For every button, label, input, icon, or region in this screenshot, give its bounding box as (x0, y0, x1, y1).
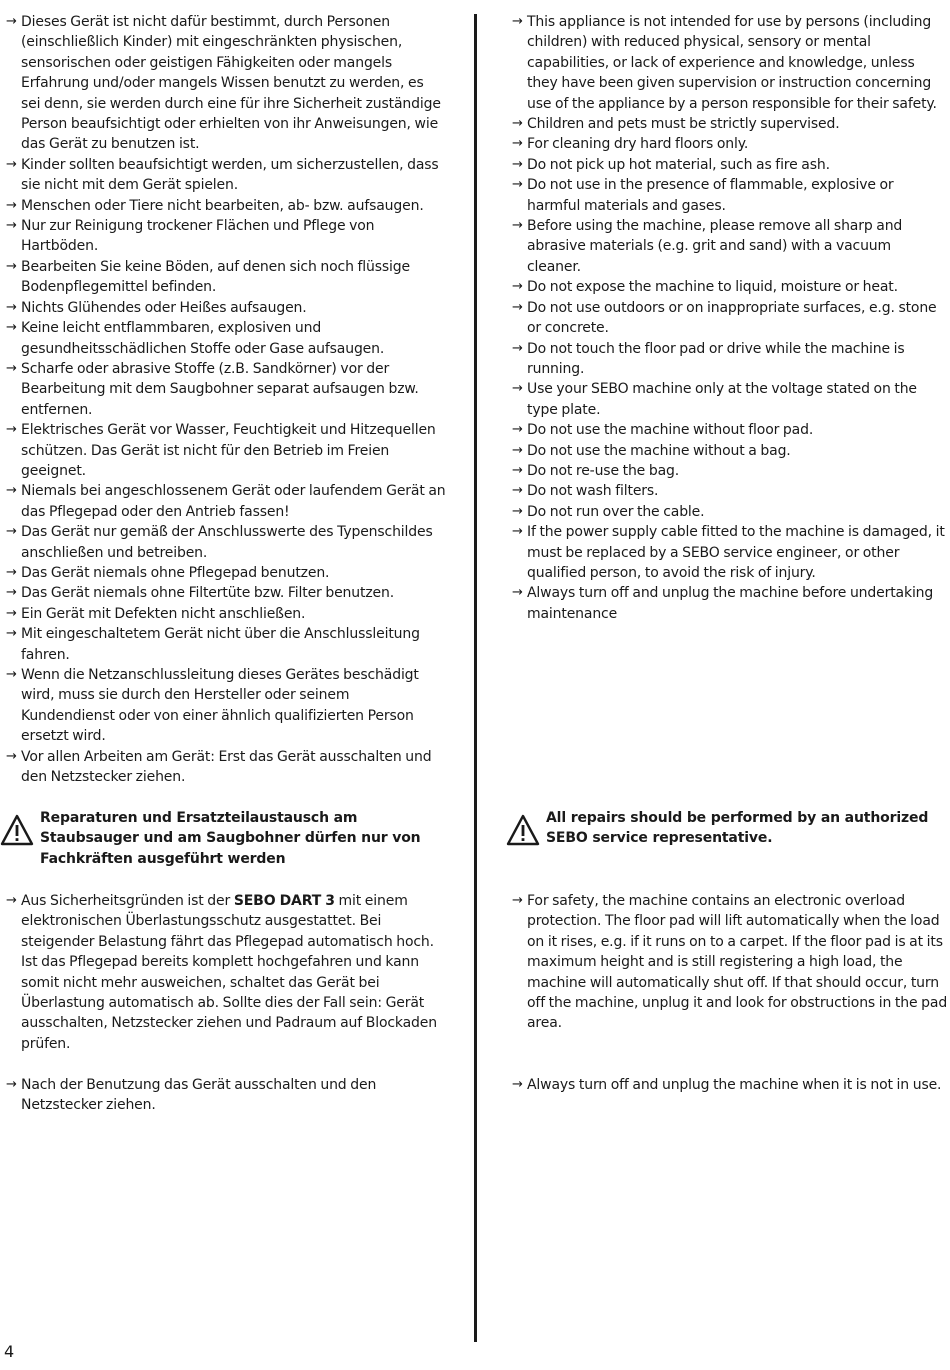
arrow-icon: → (6, 156, 17, 172)
list-item: → Do not re-use the bag. (512, 461, 948, 481)
arrow-icon: → (6, 605, 17, 621)
warning-text: All repairs should be performed by an authorized SEBO service representative. (546, 810, 929, 847)
arrow-icon: → (512, 299, 523, 315)
list-item: → Elektrisches Gerät vor Wasser, Feuchtigkeit und Hitzequellen schützen. Das Gerät ist nicht für den Betrieb im Freien geeignet. (6, 422, 436, 479)
list-item: → Nichts Glühendes oder Heißes aufsaugen. (6, 298, 446, 318)
arrow-icon: → (512, 503, 523, 519)
english-column (512, 12, 948, 624)
list-item: → Do not expose the machine to liquid, moisture or heat. (512, 277, 948, 297)
list-item: → Vor allen Arbeiten am Gerät: Erst das Gerät ausschalten und den Netzstecker ziehen. (6, 748, 432, 786)
arrow-icon: → (6, 1077, 17, 1092)
product-name: SEBO DART 3 (233, 893, 335, 909)
german-warning (0, 808, 440, 869)
arrow-icon: → (6, 893, 17, 908)
list-item: → Before using the machine, please remove all sharp and abrasive materials (e.g. grit and sand) with a vacuum cleaner. (512, 218, 903, 275)
arrow-icon: → (6, 748, 17, 764)
arrow-icon: → (6, 258, 17, 274)
list-item: → Kinder sollten beaufsichtigt werden, um sicherzustellen, dass sie nicht mit dem Gerät spielen. (6, 156, 439, 194)
warning-triangle-icon (0, 814, 34, 846)
list-item: → Do not pick up hot material, such as fire ash. (512, 155, 948, 175)
arrow-icon: → (512, 218, 523, 234)
list-item: → Ein Gerät mit Defekten nicht anschließen. (6, 604, 446, 624)
page-number: 4 (4, 1342, 15, 1361)
arrow-icon: → (512, 422, 523, 438)
arrow-icon: → (6, 564, 17, 580)
list-item: → Do not use the machine without a bag. (512, 441, 948, 461)
arrow-icon: → (512, 116, 523, 132)
list-item: → Do not use in the presence of flammable, explosive or harmful materials and gases. (512, 177, 894, 214)
list-item: → Do not use the machine without floor pad. (512, 420, 948, 440)
arrow-icon: → (512, 136, 523, 152)
list-item: → Do not wash filters. (512, 481, 948, 501)
arrow-icon: → (512, 585, 523, 601)
arrow-icon: → (6, 626, 17, 642)
list-item: → Use your SEBO machine only at the voltage stated on the type plate. (512, 381, 917, 418)
warning-text: Reparaturen und Ersatzteilaustausch am Staubsauger und am Saugbohner dürfen nur von Fachkräften ausgeführt werden (40, 810, 421, 867)
arrow-icon: → (512, 381, 523, 397)
arrow-icon: → (6, 14, 17, 29)
arrow-icon: → (6, 422, 17, 438)
list-item: → Wenn die Netzanschlussleitung dieses Gerätes beschädigt wird, muss sie durch den Hersteller oder seinem Kundendienst oder von einer ähnlich qualifizierten Person ersetzt wird. (6, 667, 419, 745)
list-item: → If the power supply cable fitted to the machine is damaged, it must be replaced by a SEBO service engineer, or other qualified person, to avoid the risk of injury. (512, 524, 945, 581)
german-safety-list (6, 12, 446, 787)
list-item: → Aus Sicherheitsgründen ist der SEBO DART 3 mit einem elektronischen Überlastungsschutz ausgestattet. Bei steigender Belastung fährt das Pflegepad automatisch hoch. Ist das Pflegepad bereits komplett hochgefahren und kann somit nicht mehr ausweichen, schaltet das Gerät bei Überlastung automatisch ab. Sollte dies der Fall sein: Gerät ausschalten, Netzstecker ziehen und Padraum auf Blockaden prüfen. (6, 893, 437, 1052)
arrow-icon: → (512, 177, 523, 193)
list-item: → Das Gerät niemals ohne Pflegepad benutzen. (6, 563, 446, 583)
list-item: → Always turn off and unplug the machine before undertaking maintenance (512, 585, 934, 622)
arrow-icon: → (512, 1077, 523, 1092)
german-after-use-paragraph (6, 1075, 444, 1116)
english-warning (506, 808, 946, 849)
arrow-icon: → (512, 442, 523, 458)
arrow-icon: → (6, 320, 17, 336)
arrow-icon: → (6, 585, 17, 601)
list-item: → Do not run over the cable. (512, 502, 948, 522)
arrow-icon: → (512, 156, 523, 172)
arrow-icon: → (512, 14, 523, 29)
english-safety-list (512, 12, 948, 624)
arrow-icon: → (6, 197, 17, 213)
warning-triangle-icon (506, 814, 540, 846)
list-item: → For safety, the machine contains an electronic overload protection. The floor pad will lift automatically when the load on it rises, e.g. if it runs on to a carpet. If the floor pad is at its maximum height and is still registering a high load, the machine will automatically shut off. If that should occur, turn off the machine, unplug it and look for obstructions in the pad area. (512, 893, 948, 1032)
arrow-icon: → (512, 462, 523, 478)
list-item: → Das Gerät niemals ohne Filtertüte bzw. Filter benutzen. (6, 583, 446, 603)
list-item: → Do not use outdoors or on inappropriate surfaces, e.g. stone or concrete. (512, 299, 937, 337)
list-item: → Dieses Gerät ist nicht dafür bestimmt, durch Personen (einschließlich Kinder) mit eingeschränkten physischen, sensorischen oder geistigen Fähigkeiten oder mangels Erfahrung und/oder mangels Wissen benutzt zu werden, es sei denn, sie werden durch eine für ihre Sicherheit zuständige Person beaufsichtigt oder erhielten von ihr Anweisungen, wie das Gerät zu benutzen ist. (6, 14, 441, 153)
list-item: → Mit eingeschaltetem Gerät nicht über die Anschlussleitung fahren. (6, 626, 420, 663)
arrow-icon: → (6, 360, 17, 376)
arrow-icon: → (512, 279, 523, 295)
list-item: → Always turn off and unplug the machine when it is not in use. (512, 1075, 948, 1095)
list-item: → Nach der Benutzung das Gerät ausschalten und den Netzstecker ziehen. (6, 1077, 377, 1114)
arrow-icon: → (512, 340, 523, 356)
arrow-icon: → (512, 893, 523, 908)
list-item: → Scharfe oder abrasive Stoffe (z.B. Sandkörner) vor der Bearbeitung mit dem Saugbohner separat aufsaugen bzw. entfernen. (6, 360, 419, 418)
list-item: → Nur zur Reinigung trockener Flächen und Pflege von Hartböden. (6, 218, 375, 255)
arrow-icon: → (6, 483, 17, 499)
list-item: → Niemals bei angeschlossenem Gerät oder laufendem Gerät an das Pflegepad oder den Antrieb fassen! (6, 483, 446, 520)
list-item: → Menschen oder Tiere nicht bearbeiten, ab- bzw. aufsaugen. (6, 196, 446, 216)
list-item: → Das Gerät nur gemäß der Anschlusswerte des Typenschildes anschließen und betreiben. (6, 524, 433, 561)
list-item: → Children and pets must be strictly supervised. (512, 114, 948, 134)
list-item: → This appliance is not intended for use by persons (including children) with reduced physical, sensory or mental capabilities, or lack of experience and knowledge, unless they have been given supervision or instruction concerning use of the appliance by a person responsible for their safety. (512, 14, 937, 112)
english-after-use-paragraph (512, 1075, 948, 1095)
list-item: → Keine leicht entflammbaren, explosiven und gesundheitsschädlichen Stoffe oder Gase aufsaugen. (6, 320, 385, 357)
arrow-icon: → (6, 218, 17, 234)
arrow-icon: → (6, 299, 17, 315)
arrow-icon: → (512, 524, 523, 540)
arrow-icon: → (512, 483, 523, 499)
list-item: → For cleaning dry hard floors only. (512, 134, 948, 154)
english-overload-paragraph (512, 891, 948, 1034)
german-column (6, 12, 446, 787)
arrow-icon: → (6, 524, 17, 540)
list-item: → Bearbeiten Sie keine Böden, auf denen sich noch flüssige Bodenpflegemittel befinden. (6, 258, 410, 296)
german-overload-paragraph (6, 891, 444, 1054)
column-divider (474, 14, 477, 1342)
list-item: → Do not touch the floor pad or drive while the machine is running. (512, 340, 905, 377)
arrow-icon: → (6, 667, 17, 682)
